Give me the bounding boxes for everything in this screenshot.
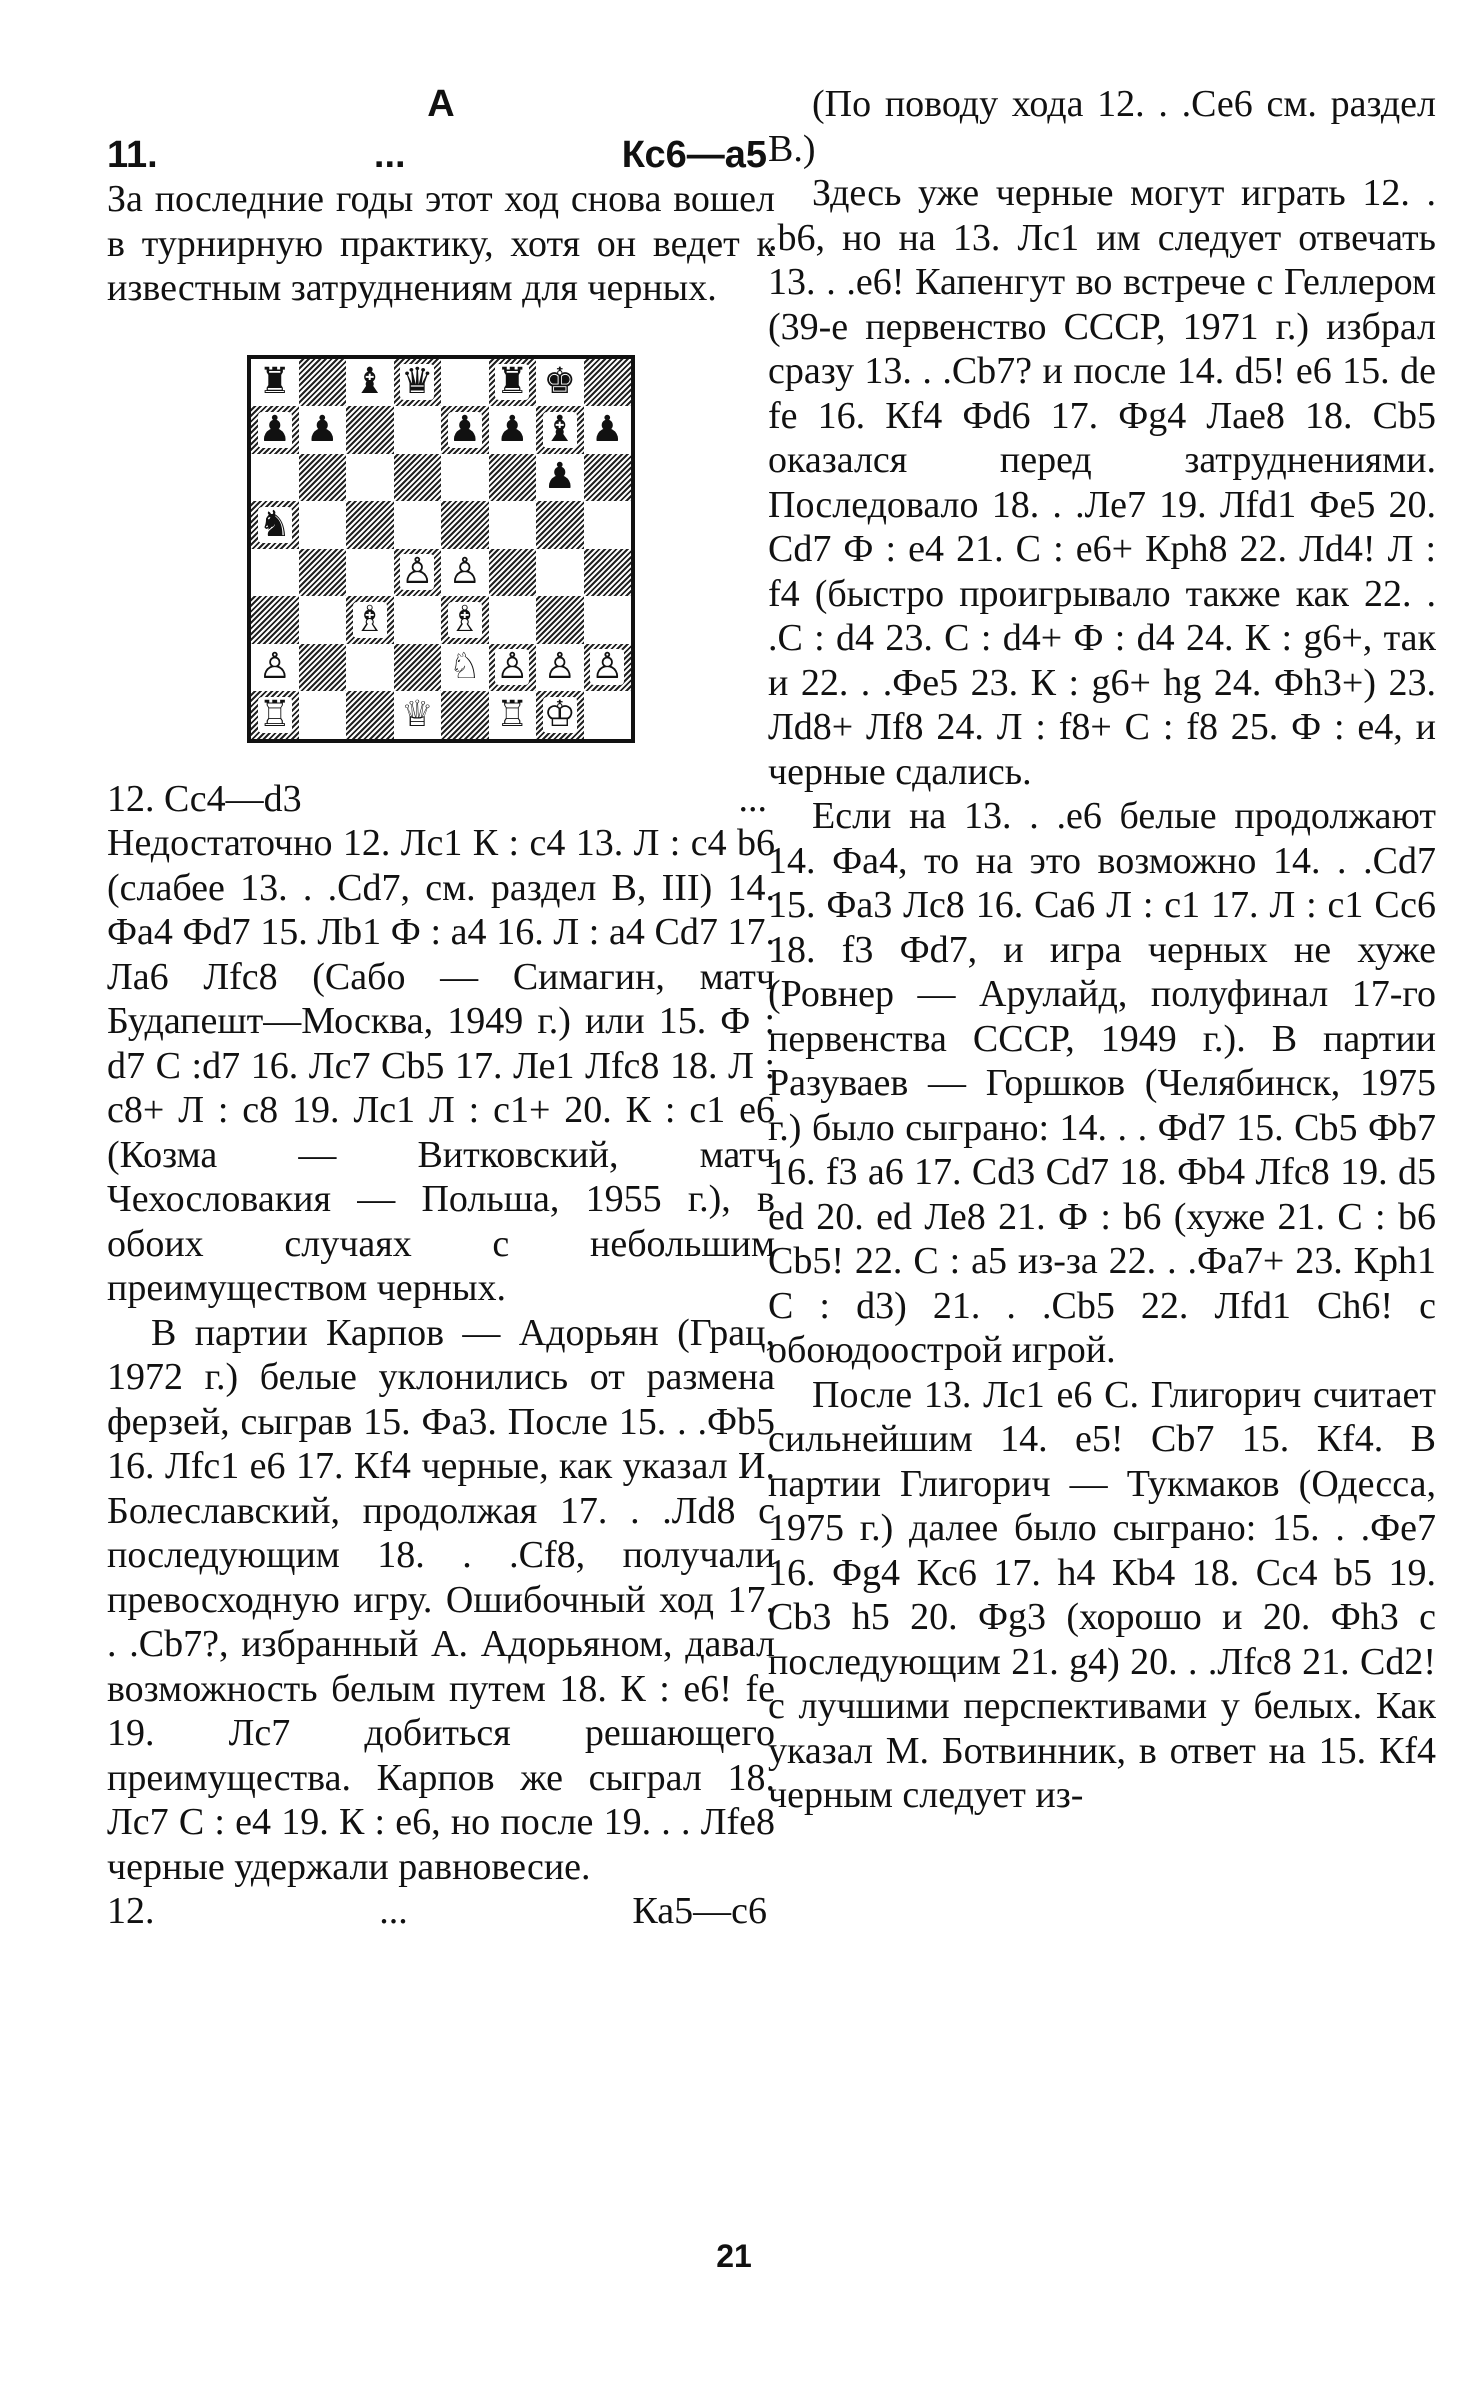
paragraph: Здесь уже черные могут играть 12. . .b6, но на 13. Лс1 им следует отвечать 13. . .е6! Капенгут во встрече с Геллером (39-е первенство СССР, 1971 г.) избрал сразу 13. . .Cb7? и после 14. d5! е6 15. de fe 16. Кf4 Фd6 17. Фg4 Лае8 18. Cb5 оказался перед затруднениями. Последовало 18. . .Ле7 19. Лfd1 Фе5 20. Cd7 Ф : е4 21. С : е6+ Крh8 22. Лd4! Л : f4 (быстро проигрывало также как 22. . .С : d4 23. С : d4+ Ф : d4 24. К : g6+, так и 22. . .Фе5 23. К : g6+ hg 24. Фh3+) 23. Лd8+ Лf8 24. Л : f8+ С : f8 25. Ф : е4, и черные сдались.	[768, 172, 1436, 793]
board-square	[584, 406, 632, 454]
board-square	[536, 596, 584, 644]
board-square	[394, 406, 442, 454]
chess-piece: ♝	[353, 361, 386, 403]
board-square	[394, 359, 442, 407]
board-square	[584, 644, 632, 692]
move-heading-12-black	[107, 1889, 775, 1934]
paragraph: В партии Карпов — Адорьян (Грац, 1972 г.) белые уклонились от размена ферзей, сыграв 15. Фа3. После 15. . .Фb5 16. Лfс1 е6 17. Кf4 черные, как указал И. Болеславский, продолжая 17. . .Лd8 с последующим 18. . .Cf8, получали превосходную игру. Ошибочный ход 17. . .Cb7?, избранный А. Адорьяном, давал возможность белым путем 18. К : е6! fe 19. Лс7 добиться решающего преимущества. Карпов же сыграл 18. Лс7 С : е4 19. К : е6, но после 19. . . Лfе8 черные удержали равновесие.	[107, 1311, 775, 1888]
chess-piece: ♙	[448, 551, 481, 593]
chess-piece: ♟	[306, 408, 339, 450]
board-square	[441, 359, 489, 407]
move-heading-11	[107, 133, 775, 178]
board-square	[299, 596, 347, 644]
move-dots: ...	[373, 133, 406, 176]
board-square	[346, 501, 394, 549]
board-square	[536, 406, 584, 454]
board-square	[299, 691, 347, 739]
move-heading-12-white	[107, 777, 775, 822]
chess-piece: ♟	[448, 408, 481, 450]
board-square	[394, 596, 442, 644]
chess-piece: ♙	[258, 646, 291, 688]
move-notation: Ка5—с6	[632, 1890, 767, 1932]
board-square	[251, 691, 299, 739]
board-square	[489, 454, 537, 502]
chess-piece: ♗	[353, 598, 386, 640]
board-square	[251, 406, 299, 454]
board-square	[584, 691, 632, 739]
move-number: 11.	[107, 133, 158, 176]
chess-piece: ♟	[496, 408, 529, 450]
board-square	[394, 549, 442, 597]
board-square	[251, 596, 299, 644]
board-square	[299, 644, 347, 692]
chess-piece: ♜	[258, 361, 291, 403]
chess-piece: ♙	[543, 646, 576, 688]
board-square	[251, 501, 299, 549]
board-square	[251, 359, 299, 407]
board-square	[536, 454, 584, 502]
board-square	[584, 359, 632, 407]
board-square	[299, 359, 347, 407]
board-square	[394, 454, 442, 502]
board-square	[346, 359, 394, 407]
board-square	[346, 406, 394, 454]
board-square	[299, 406, 347, 454]
board-square	[394, 644, 442, 692]
chess-piece: ♔	[543, 693, 576, 735]
board-square	[441, 644, 489, 692]
paragraph: За последние годы этот ход снова вошел в турнирную практику, хотя он ведет к известным затруднениям для черных.	[107, 178, 775, 309]
left-column	[107, 82, 775, 1934]
move-dots: ...	[379, 1890, 408, 1932]
chess-piece: ♜	[496, 361, 529, 403]
board-square	[346, 644, 394, 692]
chess-piece: ♙	[496, 646, 529, 688]
chess-piece: ♛	[401, 361, 434, 403]
page-number: 21	[716, 2238, 752, 2274]
board-square	[299, 549, 347, 597]
chess-piece: ♘	[448, 646, 481, 688]
board-square	[251, 549, 299, 597]
board-square	[489, 596, 537, 644]
board-square	[441, 501, 489, 549]
board-square	[441, 691, 489, 739]
chess-piece: ♕	[401, 693, 434, 735]
board-square	[489, 406, 537, 454]
paragraph: (По поводу хода 12. . .Се6 см. раздел В.)	[768, 83, 1436, 170]
board-square	[441, 549, 489, 597]
paragraph: Недостаточно 12. Лс1 К : с4 13. Л : с4 b6 (слабее 13. . .Cd7, см. раздел В, III) 14. Фа4 Фd7 15. Лb1 Ф : а4 16. Л : а4 Cd7 17. Ла6 Лfс8 (Сабо — Симагин, матч Будапешт—Москва, 1949 г.) или 15. Ф : d7 С :d7 16. Лс7 Cb5 17. Ле1 Лfс8 18. Л : с8+ Л : с8 19. Лс1 Л : с1+ 20. К : с1 е6 (Козма — Витковский, матч Чехословакия — Польша, 1955 г.), в обоих случаях с небольшим преимуществом черных.	[107, 822, 775, 1309]
board-square	[441, 406, 489, 454]
chess-piece: ♗	[448, 598, 481, 640]
move-notation: Кс6—а5	[621, 133, 767, 176]
chess-piece: ♟	[543, 456, 576, 498]
board-square	[394, 691, 442, 739]
board-square	[536, 549, 584, 597]
board-square	[346, 691, 394, 739]
board-square	[346, 549, 394, 597]
board-square	[536, 359, 584, 407]
board-square	[441, 454, 489, 502]
board-square	[584, 596, 632, 644]
section-heading: А	[427, 83, 455, 125]
board-square	[489, 644, 537, 692]
board-square	[584, 549, 632, 597]
move-dots: ...	[738, 777, 767, 820]
board-square	[394, 501, 442, 549]
chess-piece: ♖	[496, 693, 529, 735]
chess-piece: ♟	[258, 408, 291, 450]
move-number: 12.	[107, 1890, 155, 1932]
chess-piece: ♙	[401, 551, 434, 593]
move-number: 12.	[107, 777, 155, 820]
move-number-and-notation	[107, 777, 302, 822]
board-square	[251, 454, 299, 502]
board-square	[536, 501, 584, 549]
paragraph: После 13. Лс1 е6 С. Глигорич считает сильнейшим 14. е5! Cb7 15. Кf4. В партии Глигорич — Тукмаков (Одесса, 1975 г.) далее было сыграно: 15. . .Фе7 16. Фg4 Кс6 17. h4 Кb4 18. Сс4 b5 19. Cb3 h5 20. Фg3 (хорошо и 20. Фh3 с последующим 21. g4) 20. . .Лfс8 21. Cd2! с лучшими перспективами у белых. Как указал М. Ботвинник, в ответ на 15. Кf4 черным следует из-	[768, 1373, 1436, 1816]
board-square	[584, 501, 632, 549]
board-square	[299, 454, 347, 502]
board-square	[489, 359, 537, 407]
board-square	[441, 596, 489, 644]
board-square	[584, 454, 632, 502]
chess-piece: ♚	[543, 361, 576, 403]
chess-piece: ♖	[258, 693, 291, 735]
board-square	[346, 454, 394, 502]
board-square	[489, 691, 537, 739]
paragraph: Если на 13. . .е6 белые продолжают 14. Фа4, то на это возможно 14. . .Cd7 15. Фа3 Лс8 16. Са6 Л : с1 17. Л : с1 Сс6 18. f3 Фd7, и игра черных не хуже (Ровнер — Арулайд, полуфинал 17-го первенства СССР, 1949 г.). В партии Разуваев — Горшков (Челябинск, 1975 г.) было сыграно: 14. . . Фd7 15. Cb5 Фb7 16. f3 а6 17. Cd3 Cd7 18. Фb4 Лfс8 19. d5 ed 20. ed Ле8 21. Ф : b6 (хуже 21. С : b6 Cb5! 22. С : а5 из-за 22. . .Фа7+ 23. Крh1 С : d3) 21. . .Cb5 22. Лfd1 Ch6! с обоюдоострой игрой.	[768, 795, 1436, 1371]
chess-piece: ♝	[543, 408, 576, 450]
board-square	[346, 596, 394, 644]
board-square	[489, 501, 537, 549]
move-notation: Сс4—d3	[164, 777, 302, 820]
board-square	[251, 644, 299, 692]
board-square	[299, 501, 347, 549]
chess-piece: ♞	[258, 503, 291, 545]
chess-piece: ♟	[591, 408, 624, 450]
board-square	[536, 644, 584, 692]
board-square	[489, 549, 537, 597]
chess-piece: ♙	[591, 646, 624, 688]
right-column	[768, 82, 1436, 1818]
chess-diagram	[247, 355, 635, 743]
board-square	[536, 691, 584, 739]
